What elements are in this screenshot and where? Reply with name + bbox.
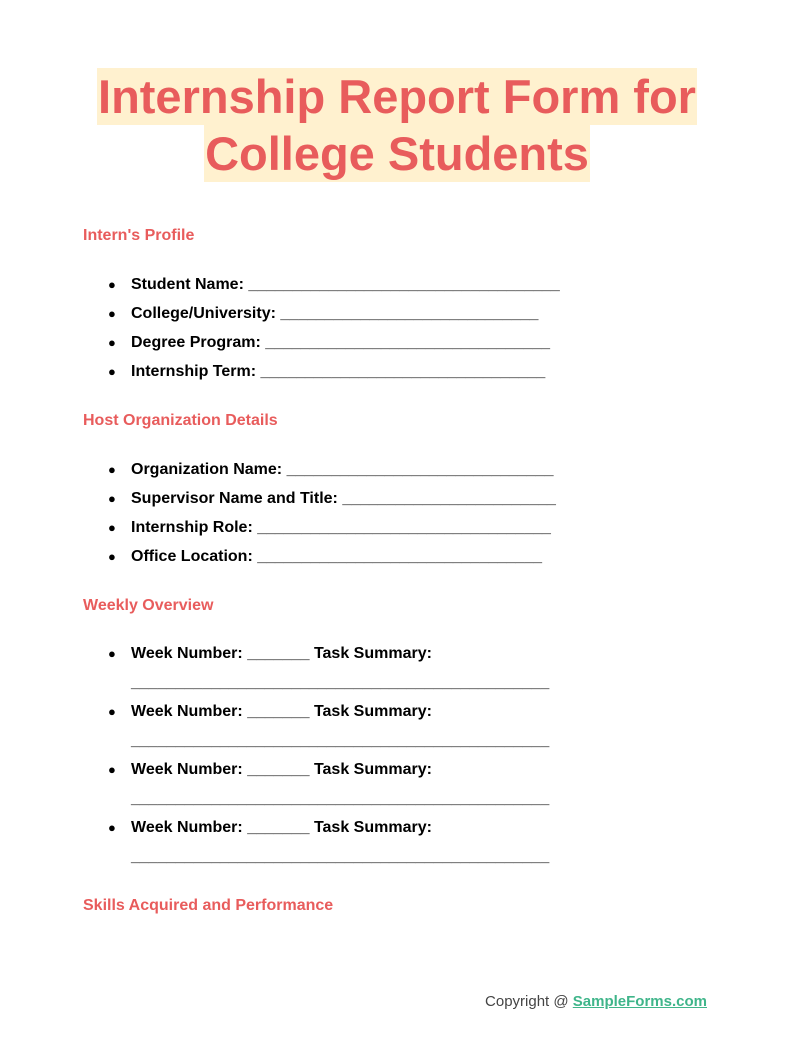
bullet-icon: ● xyxy=(108,462,116,477)
bullet-icon: ● xyxy=(108,646,116,661)
internship-role-blank[interactable]: _________________________________ xyxy=(257,519,551,536)
bullet-icon: ● xyxy=(108,520,116,535)
office-location-blank[interactable]: ________________________________ xyxy=(257,548,542,565)
section-heading-weekly-overview: Weekly Overview xyxy=(83,597,214,614)
task-summary-label: Task Summary: xyxy=(313,703,432,720)
field-internship-role xyxy=(0,513,556,542)
task-summary-label: Task Summary: xyxy=(313,819,432,836)
weekly-entry xyxy=(0,639,549,697)
field-label: College/University: xyxy=(131,305,276,322)
field-label: Internship Term: xyxy=(131,363,257,380)
bullet-icon: ● xyxy=(108,762,116,777)
weekly-entry xyxy=(0,755,549,813)
section-heading-skills: Skills Acquired and Performance xyxy=(83,897,334,914)
title-line-1: Internship Report Form for xyxy=(98,70,696,123)
bullet-icon: ● xyxy=(108,335,116,350)
bullet-icon: ● xyxy=(108,364,116,379)
field-label: Office Location: xyxy=(131,548,253,565)
task-summary-blank[interactable]: _______________________________________________ xyxy=(131,790,550,807)
field-supervisor-name-title xyxy=(0,484,556,513)
degree-program-blank[interactable]: ________________________________ xyxy=(265,334,551,351)
interns-profile-list xyxy=(0,270,560,386)
task-summary-label: Task Summary: xyxy=(313,761,432,778)
field-label: Supervisor Name and Title: xyxy=(131,490,338,507)
weekly-overview-list xyxy=(0,639,549,871)
week-number-label: Week Number: xyxy=(131,761,243,778)
copyright-footer xyxy=(485,992,707,1012)
week-number-label: Week Number: xyxy=(131,703,243,720)
week-number-label: Week Number: xyxy=(131,819,243,836)
task-summary-blank[interactable]: _______________________________________________ xyxy=(131,848,550,865)
host-organization-list xyxy=(0,455,556,571)
weekly-entry xyxy=(0,697,549,755)
week-number-blank[interactable]: _______ xyxy=(247,645,310,662)
field-student-name xyxy=(0,270,560,299)
title-line-2: College Students xyxy=(205,127,589,180)
task-summary-blank[interactable]: _______________________________________________ xyxy=(131,732,550,749)
student-name-blank[interactable]: ___________________________________ xyxy=(248,276,560,293)
section-heading-interns-profile: Intern's Profile xyxy=(83,227,195,244)
page-title xyxy=(0,68,794,182)
bullet-icon: ● xyxy=(108,820,116,835)
bullet-icon: ● xyxy=(108,277,116,292)
college-university-blank[interactable]: _____________________________ xyxy=(280,305,539,322)
bullet-icon: ● xyxy=(108,491,116,506)
field-label: Organization Name: xyxy=(131,461,283,478)
field-label: Student Name: xyxy=(131,276,244,293)
internship-term-blank[interactable]: ________________________________ xyxy=(260,363,546,380)
week-number-blank[interactable]: _______ xyxy=(247,703,310,720)
bullet-icon: ● xyxy=(108,306,116,321)
week-number-label: Week Number: xyxy=(131,645,243,662)
section-heading-host-organization: Host Organization Details xyxy=(83,412,278,429)
week-number-blank[interactable]: _______ xyxy=(247,761,310,778)
field-degree-program xyxy=(0,328,560,357)
organization-name-blank[interactable]: ______________________________ xyxy=(286,461,554,478)
week-number-blank[interactable]: _______ xyxy=(247,819,310,836)
field-label: Degree Program: xyxy=(131,334,261,351)
task-summary-blank[interactable]: _______________________________________________ xyxy=(131,674,550,691)
field-label: Internship Role: xyxy=(131,519,253,536)
field-college-university xyxy=(0,299,560,328)
sampleforms-link[interactable]: SampleForms.com xyxy=(572,993,707,1010)
weekly-entry xyxy=(0,813,549,871)
supervisor-name-title-blank[interactable]: ________________________ xyxy=(342,490,556,507)
bullet-icon: ● xyxy=(108,704,116,719)
field-office-location xyxy=(0,542,556,571)
copyright-prefix: Copyright @ xyxy=(485,993,573,1010)
field-internship-term xyxy=(0,357,560,386)
bullet-icon: ● xyxy=(108,549,116,564)
task-summary-label: Task Summary: xyxy=(313,645,432,662)
field-organization-name xyxy=(0,455,556,484)
